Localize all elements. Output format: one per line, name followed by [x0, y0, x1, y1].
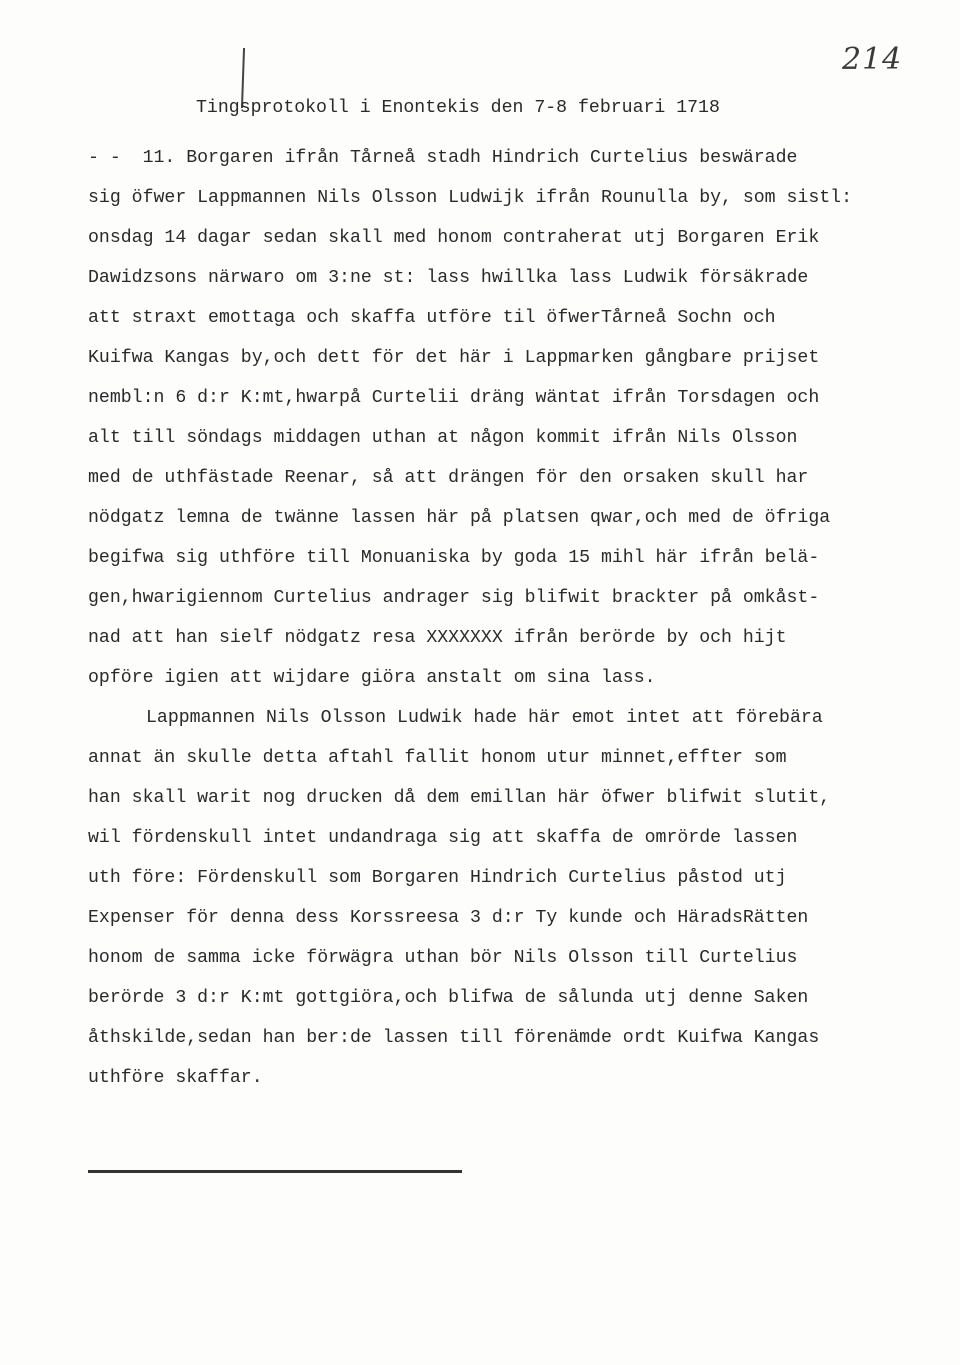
- text-line: åthskilde,sedan han ber:de lassen till förenämde ordt Kuifwa Kangas: [88, 1028, 820, 1048]
- text-line: wil fördenskull intet undandraga sig att skaffa de omrörde lassen: [88, 828, 798, 848]
- text-line: alt till söndags middagen uthan at någon kommit ifrån Nils Olsson: [88, 428, 798, 448]
- text-line: annat än skulle detta aftahl fallit honom utur minnet,effter som: [88, 748, 787, 768]
- footer-rule: [88, 1170, 462, 1173]
- text-line: Lappmannen Nils Olsson Ludwik hade här emot intet att förebära: [146, 708, 823, 728]
- text-line: att straxt emottaga och skaffa utföre til öfwerTårneå Sochn och: [88, 308, 776, 328]
- text-line: opföre igien att wijdare giöra anstalt om sina lass.: [88, 668, 656, 688]
- text-line: Dawidzsons närwaro om 3:ne st: lass hwillka lass Ludwik försäkrade: [88, 268, 809, 288]
- text-line: Expenser för denna dess Korssreesa 3 d:r Ty kunde och HäradsRätten: [88, 908, 809, 928]
- document-title: Tingsprotokoll i Enontekis den 7-8 februari 1718: [196, 98, 720, 118]
- text-line: uthföre skaffar.: [88, 1068, 263, 1088]
- text-line: nad att han sielf nödgatz resa XXXXXXX ifrån berörde by och hijt: [88, 628, 787, 648]
- text-line: gen,hwarigiennom Curtelius andrager sig blifwit brackter på omkåst-: [88, 588, 820, 608]
- text-line: begifwa sig uthföre till Monuaniska by goda 15 mihl här ifrån belä-: [88, 548, 820, 568]
- text-line: nödgatz lemna de twänne lassen här på platsen qwar,och med de öfriga: [88, 508, 831, 528]
- text-line: onsdag 14 dagar sedan skall med honom contraherat utj Borgaren Erik: [88, 228, 820, 248]
- text-line: han skall warit nog drucken då dem emillan här öfwer blifwit slutit,: [88, 788, 831, 808]
- page-number: 214: [842, 42, 903, 77]
- text-line: uth före: Fördenskull som Borgaren Hindrich Curtelius påstod utj: [88, 868, 787, 888]
- text-line: med de uthfästade Reenar, så att drängen för den orsaken skull har: [88, 468, 809, 488]
- text-line: honom de samma icke förwägra uthan bör Nils Olsson till Curtelius: [88, 948, 798, 968]
- text-line: berörde 3 d:r K:mt gottgiöra,och blifwa de sålunda utj denne Saken: [88, 988, 809, 1008]
- text-line: - - 11. Borgaren ifrån Tårneå stadh Hindrich Curtelius beswärade: [88, 148, 798, 168]
- text-line: sig öfwer Lappmannen Nils Olsson Ludwijk ifrån Rounulla by, som sistl:: [88, 188, 852, 208]
- text-line: Kuifwa Kangas by,och dett för det här i Lappmarken gångbare prijset: [88, 348, 820, 368]
- text-line: nembl:n 6 d:r K:mt,hwarpå Curtelii dräng wäntat ifrån Torsdagen och: [88, 388, 820, 408]
